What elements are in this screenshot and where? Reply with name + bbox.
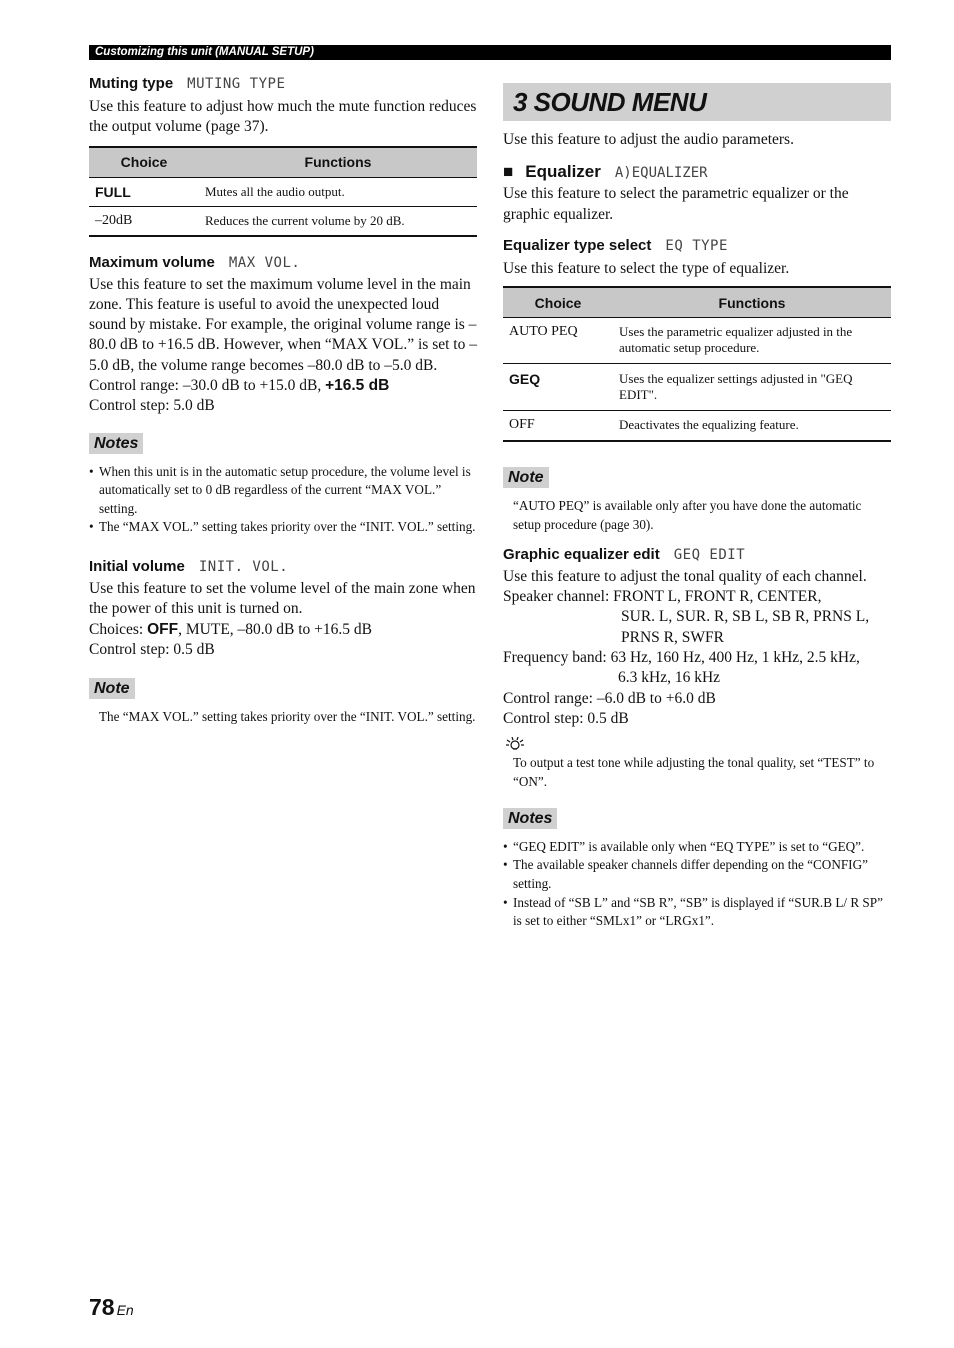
table-row bbox=[503, 318, 891, 364]
max-volume-range: Control range: –30.0 dB to +15.0 dB, +16.5 dB bbox=[89, 377, 390, 395]
max-volume-default: +16.5 dB bbox=[325, 377, 390, 395]
geq-speaker-line2: SUR. L, SUR. R, SB L, SB R, PRNS L, bbox=[621, 608, 870, 626]
square-bullet-icon: ■ bbox=[503, 162, 514, 182]
muting-type-heading: Muting type MUTING TYPE bbox=[89, 75, 286, 92]
max-volume-heading: Maximum volume MAX VOL. bbox=[89, 253, 301, 271]
initial-volume-note: The “MAX VOL.” setting takes priority over the “INIT. VOL.” setting. bbox=[99, 709, 476, 725]
table-header-choice: Choice bbox=[503, 287, 613, 318]
initial-volume-default: OFF bbox=[147, 620, 179, 638]
eq-type-lcd: EQ TYPE bbox=[665, 237, 728, 254]
initial-volume-choices: Choices: OFF, MUTE, –80.0 dB to +16.5 dB bbox=[89, 620, 373, 638]
eq-type-table bbox=[503, 286, 891, 442]
sound-menu-title-bar bbox=[503, 83, 891, 121]
choice-cell: FULL bbox=[89, 177, 199, 206]
geq-edit-desc: Use this feature to adjust the tonal quality of each channel. bbox=[503, 567, 867, 585]
muting-type-lcd: MUTING TYPE bbox=[187, 76, 286, 92]
list-item: • The available speaker channels differ depending on the “CONFIG” setting. bbox=[503, 856, 891, 893]
section-title: Customizing this unit (MANUAL SETUP) bbox=[95, 46, 314, 58]
eq-type-heading: Equalizer type select EQ TYPE bbox=[503, 236, 728, 254]
lightbulb-tip-icon bbox=[505, 737, 525, 751]
function-cell: Uses the equalizer settings adjusted in "GEQ EDIT". bbox=[613, 364, 891, 411]
choice-cell: GEQ bbox=[503, 364, 613, 411]
note-label: Note bbox=[503, 467, 549, 488]
geq-edit-heading: Graphic equalizer edit GEQ EDIT bbox=[503, 545, 746, 563]
list-item: • The “MAX VOL.” setting takes priority over the “INIT. VOL.” setting. bbox=[89, 518, 477, 537]
choice-cell: –20dB bbox=[89, 206, 199, 236]
geq-freq-line2: 6.3 kHz, 16 kHz bbox=[618, 669, 721, 687]
function-cell: Mutes all the audio output. bbox=[199, 177, 477, 206]
max-volume-step: Control step: 5.0 dB bbox=[89, 397, 215, 415]
equalizer-desc: Use this feature to select the parametric equalizer or the graphic equalizer. bbox=[503, 185, 849, 223]
section-header-bar bbox=[89, 45, 891, 60]
sound-menu-title: 3 SOUND MENU bbox=[513, 87, 707, 117]
notes-label: Notes bbox=[89, 433, 143, 454]
table-row bbox=[503, 364, 891, 411]
initial-volume-heading: Initial volume INIT. VOL. bbox=[89, 558, 289, 576]
notes-label: Notes bbox=[503, 808, 557, 829]
choice-cell: AUTO PEQ bbox=[503, 318, 613, 364]
eq-type-desc: Use this feature to select the type of equalizer. bbox=[503, 259, 790, 277]
list-item: • When this unit is in the automatic setup procedure, the volume level is automatically set to 0 dB regardless of the current “MAX VOL.” setting. bbox=[89, 463, 477, 519]
geq-tip: To output a test tone while adjusting the tonal quality, set “TEST” to “ON”. bbox=[513, 755, 875, 790]
max-volume-notes bbox=[89, 463, 477, 537]
function-cell: Reduces the current volume by 20 dB. bbox=[199, 206, 477, 236]
equalizer-lcd: A)EQUALIZER bbox=[614, 165, 708, 182]
table-row bbox=[503, 411, 891, 442]
table-header-choice: Choice bbox=[89, 147, 199, 178]
geq-range: Control range: –6.0 dB to +6.0 dB bbox=[503, 689, 716, 707]
initial-volume-step: Control step: 0.5 dB bbox=[89, 640, 215, 658]
table-header-functions: Functions bbox=[613, 287, 891, 318]
function-cell: Uses the parametric equalizer adjusted in the automatic setup procedure. bbox=[613, 318, 891, 364]
geq-freq-line1: Frequency band: 63 Hz, 160 Hz, 400 Hz, 1 kHz, 2.5 kHz, bbox=[503, 648, 860, 666]
page-number bbox=[89, 1294, 134, 1321]
geq-speaker-line3: PRNS R, SWFR bbox=[621, 628, 724, 646]
table-row bbox=[89, 177, 477, 206]
page-number-value: 78 bbox=[89, 1294, 115, 1320]
table-row bbox=[89, 206, 477, 236]
function-cell: Deactivates the equalizing feature. bbox=[613, 411, 891, 442]
list-item: • “GEQ EDIT” is available only when “EQ TYPE” is set to “GEQ”. bbox=[503, 838, 891, 857]
eq-type-note: “AUTO PEQ” is available only after you have done the automatic setup procedure (page 30). bbox=[513, 498, 862, 533]
geq-edit-lcd: GEQ EDIT bbox=[673, 546, 746, 563]
equalizer-heading: ■ Equalizer A)EQUALIZER bbox=[503, 162, 708, 182]
initial-volume-desc: Use this feature to set the volume level of the main zone when the power of this unit is turned on. bbox=[89, 580, 476, 618]
note-label: Note bbox=[89, 678, 135, 699]
geq-step: Control step: 0.5 dB bbox=[503, 709, 629, 727]
choice-cell: OFF bbox=[503, 411, 613, 442]
list-item: • Instead of “SB L” and “SB R”, “SB” is displayed if “SUR.B L/ R SP” is set to either “SMLx1” or “LRGx1”. bbox=[503, 894, 891, 931]
geq-notes bbox=[503, 838, 891, 931]
geq-speaker-line1: Speaker channel: FRONT L, FRONT R, CENTER, bbox=[503, 588, 822, 606]
initial-volume-lcd: INIT. VOL. bbox=[198, 559, 289, 576]
max-volume-desc: Use this feature to set the maximum volume level in the main zone. This feature is useful to avoid the unexpected loud sound by mistake. For example, the original volume range is –80.0 dB to +16.5 dB. However, when “MAX VOL.” is set to –5.0 dB, the volume range becomes –80.0 dB to –5.0 dB. bbox=[89, 275, 477, 374]
language-code: En bbox=[116, 1302, 134, 1318]
table-header-functions: Functions bbox=[199, 147, 477, 178]
sound-menu-desc: Use this feature to adjust the audio parameters. bbox=[503, 131, 794, 148]
right-column bbox=[503, 83, 891, 931]
muting-type-desc: Use this feature to adjust how much the mute function reduces the output volume (page 37). bbox=[89, 98, 477, 136]
max-volume-lcd: MAX VOL. bbox=[228, 254, 301, 271]
muting-type-table bbox=[89, 146, 477, 237]
left-column bbox=[89, 72, 477, 727]
